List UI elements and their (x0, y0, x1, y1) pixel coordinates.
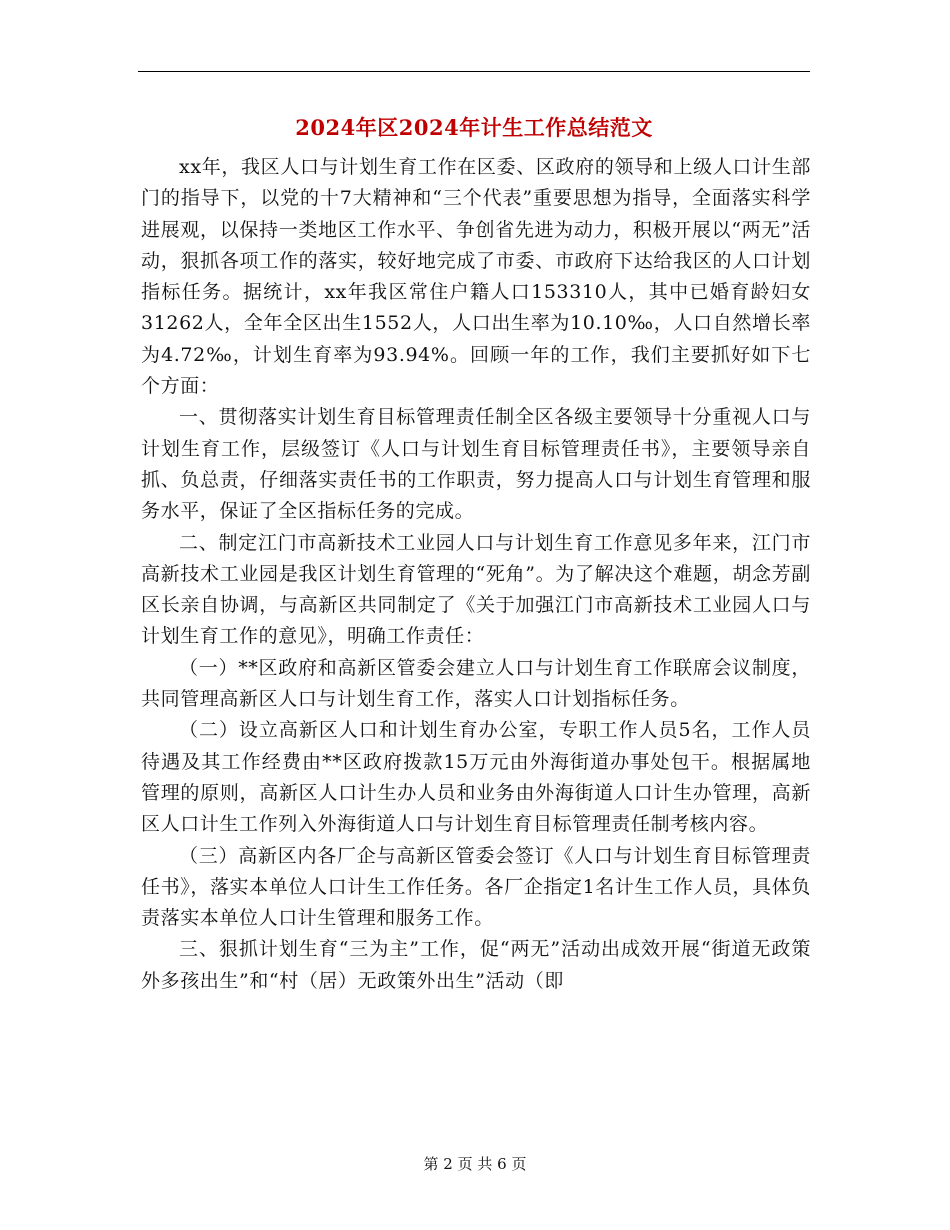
paragraph-item-3: （三）高新区内各厂企与高新区管委会签订《人口与计划生育目标管理责任书》，落实本单位人口计生工作任务。各厂企指定1名计生工作人员，具体负责落实本单位人口计生管理和服务工作。 (141, 844, 811, 930)
paragraph-section-3: 三、狠抓计划生育“三为主”工作，促“两无”活动出成效开展“街道无政策外多孩出生”和“村（居）无政策外出生”活动（即 (141, 938, 811, 992)
paragraph-item-2: （二）设立高新区人口和计划生育办公室，专职工作人员5名，工作人员待遇及其工作经费由**区政府拨款15万元由外海街道办事处包干。根据属地管理的原则，高新区人口计生办人员和业务由外海街道人口计生办管理，高新区人口计生工作列入外海街道人口与计划生育目标管理责任制考核内容。 (141, 719, 811, 836)
header-rule (138, 71, 810, 72)
document-body (141, 152, 811, 997)
paragraph-section-2: 二、制定江门市高新技术工业园人口与计划生育工作意见多年来，江门市高新技术工业园是我区计划生育管理的“死角”。为了解决这个难题，胡念芳副区长亲自协调，与高新区共同制定了《关于加强江门市高新技术工业园人口与计划生育工作的意见》，明确工作责任： (141, 531, 811, 648)
paragraph-intro: xx年，我区人口与计划生育工作在区委、区政府的领导和上级人口计生部门的指导下，以党的十7大精神和“三个代表”重要思想为指导，全面落实科学进展观，以保持一类地区工作水平、争创省先进为动力，积极开展以“两无”活动，狠抓各项工作的落实，较好地完成了市委、市政府下达给我区的人口计划指标任务。据统计，xx年我区常住户籍人口153310人，其中已婚育龄妇女31262人，全年全区出生1552人，人口出生率为10.10‰，人口自然增长率为4.72‰，计划生育率为93.94%。回顾一年的工作，我们主要抓好如下七个方面： (141, 156, 811, 398)
document-title: 2024年区2024年计生工作总结范文 (295, 115, 653, 140)
paragraph-item-1: （一）**区政府和高新区管委会建立人口与计划生育工作联席会议制度，共同管理高新区人口与计划生育工作，落实人口计划指标任务。 (141, 656, 811, 711)
paragraph-section-1: 一、贯彻落实计划生育目标管理责任制全区各级主要领导十分重视人口与计划生育工作，层级签订《人口与计划生育目标管理责任书》，主要领导亲自抓、负总责，仔细落实责任书的工作职责，努力提高人口与计划生育管理和服务水平，保证了全区指标任务的完成。 (141, 406, 811, 523)
page-number-footer: 第 2 页 共 6 页 (423, 1155, 527, 1173)
